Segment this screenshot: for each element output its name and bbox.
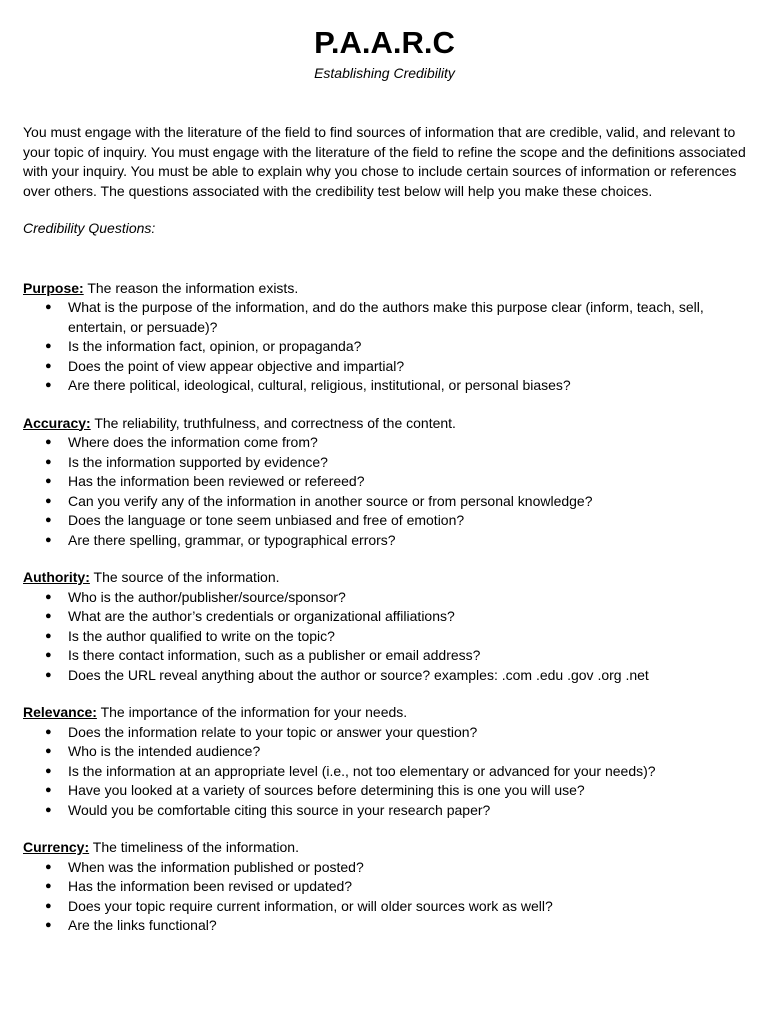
question-item: ● Does the point of view appear objective and impartial? xyxy=(23,357,746,377)
section-purpose xyxy=(23,279,746,396)
section-term: Purpose: xyxy=(23,279,84,296)
question-item: ● Does the language or tone seem unbiased and free of emotion? xyxy=(23,511,746,531)
section-heading xyxy=(23,703,746,723)
question-list xyxy=(23,588,746,686)
page-title: P.A.A.R.C xyxy=(314,25,455,60)
question-item: ● Is the information fact, opinion, or propaganda? xyxy=(23,337,746,357)
question-item: ● Has the information been reviewed or refereed? xyxy=(23,472,746,492)
question-item: ● Are the links functional? xyxy=(23,916,746,936)
section-authority xyxy=(23,568,746,685)
credibility-questions-label: Credibility Questions: xyxy=(23,220,156,236)
section-heading xyxy=(23,838,746,858)
question-item: ● Can you verify any of the information in another source or from personal knowledge? xyxy=(23,492,746,512)
question-item: ● Would you be comfortable citing this source in your research paper? xyxy=(23,801,746,821)
section-term: Currency: xyxy=(23,839,90,855)
question-item: ● When was the information published or posted? xyxy=(23,858,746,878)
question-item: ● What are the author’s credentials or organizational affiliations? xyxy=(23,607,746,627)
question-item: ● Who is the author/publisher/source/sponsor? xyxy=(23,588,746,608)
section-definition: The timeliness of the information. xyxy=(89,839,299,855)
question-item: ● Is there contact information, such as a publisher or email address? xyxy=(23,646,746,666)
section-definition: The reason the information exists. xyxy=(83,279,299,296)
section-heading xyxy=(23,568,746,588)
section-term: Authority: xyxy=(23,569,90,585)
section-definition: The importance of the information for your needs. xyxy=(96,704,408,720)
question-item: ● What is the purpose of the information, and do the authors make this purpose clear (inform, teach, sell, entertain, or persuade)? xyxy=(23,298,746,337)
intro-paragraph: You must engage with the literature of the field to find sources of information that are credible, valid, and relevant to your topic of inquiry. You must engage with the literature of the field to refine the scope and the definitions associated with your inquiry. You must be able to explain why you chose to include certain sources of information or references over others. The questions associated with the credibility test below will help you make these choices. xyxy=(23,124,746,199)
question-item: ● Is the information supported by evidence? xyxy=(23,453,746,473)
question-item: ● Have you looked at a variety of sources before determining this is one you will use? xyxy=(23,781,746,801)
section-term: Relevance: xyxy=(23,704,97,720)
section-definition: The source of the information. xyxy=(89,569,280,585)
section-currency xyxy=(23,838,746,936)
section-accuracy xyxy=(23,414,746,551)
page-subtitle: Establishing Credibility xyxy=(314,65,455,81)
question-item: ● Who is the intended audience? xyxy=(23,742,746,762)
question-item: ● Does your topic require current information, or will older sources work as well? xyxy=(23,897,746,917)
question-list xyxy=(23,723,746,821)
question-item: ● Where does the information come from? xyxy=(23,433,746,453)
question-item: ● Does the URL reveal anything about the author or source? examples: .com .edu .gov .org .net xyxy=(23,666,746,686)
section-term: Accuracy: xyxy=(23,414,91,431)
section-definition: The reliability, truthfulness, and correctness of the content. xyxy=(90,414,456,431)
question-list xyxy=(23,858,746,936)
section-heading xyxy=(23,414,746,434)
question-item: ● Is the author qualified to write on the topic? xyxy=(23,627,746,647)
question-list xyxy=(23,433,746,550)
question-item: ● Does the information relate to your topic or answer your question? xyxy=(23,723,746,743)
question-item: ● Are there spelling, grammar, or typographical errors? xyxy=(23,531,746,551)
section-heading xyxy=(23,279,746,299)
question-list xyxy=(23,298,746,396)
question-item: ● Has the information been revised or updated? xyxy=(23,877,746,897)
section-relevance xyxy=(23,703,746,820)
question-item: ● Is the information at an appropriate level (i.e., not too elementary or advanced for your needs)? xyxy=(23,762,746,782)
question-item: ● Are there political, ideological, cultural, religious, institutional, or personal biases? xyxy=(23,376,746,396)
criteria-sections xyxy=(23,279,746,936)
